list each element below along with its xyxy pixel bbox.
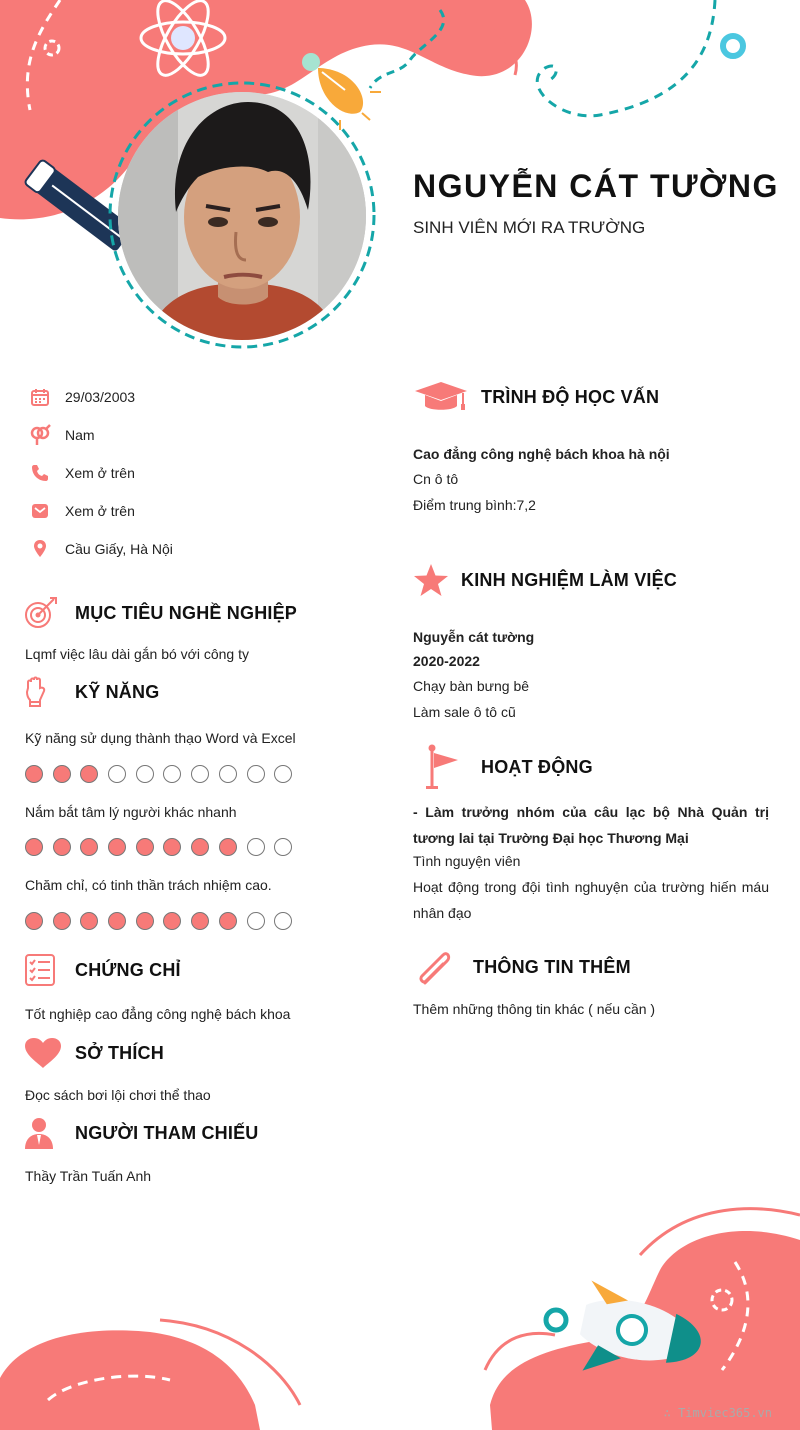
- rating-dot-filled: [80, 765, 98, 783]
- rating-dot-filled: [25, 912, 43, 930]
- rating-dot-filled: [53, 838, 71, 856]
- skill-name-3: Chăm chỉ, có tinh thần trách nhiệm cao.: [25, 877, 272, 893]
- experience-line-2: Làm sale ô tô cũ: [413, 704, 516, 720]
- email-text: Xem ở trên: [65, 503, 135, 519]
- hand-icon: [24, 676, 48, 708]
- rating-dot-filled: [191, 838, 209, 856]
- rating-dot-filled: [108, 912, 126, 930]
- address-text: Cầu Giấy, Hà Nội: [65, 541, 173, 557]
- bottom-left-blob: [0, 1330, 260, 1430]
- experience-title: KINH NGHIỆM LÀM VIỆC: [461, 569, 678, 590]
- rating-dot-empty: [274, 838, 292, 856]
- gender-text: Nam: [65, 427, 95, 443]
- rating-dot-filled: [219, 838, 237, 856]
- rating-dot-filled: [136, 912, 154, 930]
- section-education-header: [413, 380, 659, 414]
- rating-dot-filled: [80, 912, 98, 930]
- education-major: Cn ô tô: [413, 471, 459, 487]
- section-skills-header: [24, 676, 159, 708]
- calendar-icon: [28, 385, 52, 409]
- rating-dot-empty: [163, 765, 181, 783]
- references-title: NGƯỜI THAM CHIẾU: [75, 1122, 259, 1143]
- skill-name-2: Nắm bắt tâm lý người khác nhanh: [25, 804, 237, 820]
- gender-icon: [28, 423, 52, 447]
- activities-title: HOẠT ĐỘNG: [481, 756, 593, 777]
- target-icon: [24, 596, 58, 630]
- birthday-text: 29/03/2003: [65, 389, 136, 405]
- hobbies-title: SỞ THÍCH: [75, 1042, 164, 1063]
- section-objective-header: [24, 596, 297, 630]
- certificates-text: Tốt nghiệp cao đẳng công nghệ bách khoa: [25, 1006, 291, 1022]
- additional-title: THÔNG TIN THÊM: [473, 956, 631, 977]
- rating-dot-empty: [219, 765, 237, 783]
- top-teal-dash: [537, 0, 715, 116]
- person-icon: [24, 1116, 54, 1150]
- rating-dot-filled: [163, 838, 181, 856]
- experience-line-1: Chạy bàn bưng bê: [413, 678, 530, 694]
- rating-dot-filled: [163, 912, 181, 930]
- contact-email: [28, 499, 135, 523]
- teal-ring: [723, 36, 743, 56]
- email-icon: [28, 499, 52, 523]
- watermark-text: ∴ Timviec365.vn: [663, 1406, 772, 1420]
- skill-rating-3: [25, 912, 302, 930]
- heart-icon: [24, 1036, 62, 1070]
- phone-icon: [28, 461, 52, 485]
- additional-text: Thêm những thông tin khác ( nếu cần ): [413, 1001, 656, 1017]
- checklist-icon: [24, 953, 56, 987]
- education-gpa: Điểm trung bình:7,2: [413, 497, 536, 513]
- phone-text: Xem ở trên: [65, 465, 135, 481]
- section-additional-header: [413, 945, 631, 989]
- graduation-cap-icon: [413, 380, 469, 414]
- rating-dot-filled: [25, 765, 43, 783]
- activities-heading: - Làm trưởng nhóm của câu lạc bộ Nhà Quản trị tương lai tại Trường Đại học Thương Mại: [413, 804, 769, 846]
- section-certificates-header: [24, 953, 181, 987]
- skills-title: KỸ NĂNG: [75, 681, 160, 702]
- rating-dot-filled: [219, 912, 237, 930]
- contact-gender: [28, 423, 95, 447]
- flag-icon: [420, 744, 460, 790]
- skill-name-1: Kỹ năng sử dụng thành thạo Word và Excel: [25, 730, 296, 746]
- contact-address: [28, 537, 173, 561]
- rating-dot-empty: [191, 765, 209, 783]
- rating-dot-empty: [247, 838, 265, 856]
- rating-dot-filled: [191, 912, 209, 930]
- rating-dot-filled: [136, 838, 154, 856]
- activities-description: Hoạt động trong đội tình nghuyện của trường hiến máu nhân đạo: [413, 879, 769, 921]
- education-school: Cao đẳng công nghệ bách khoa hà nội: [413, 446, 670, 462]
- paperclip-icon: [413, 945, 457, 989]
- section-hobbies-header: [24, 1036, 164, 1070]
- contact-birthday: [28, 385, 135, 409]
- rating-dot-filled: [80, 838, 98, 856]
- candidate-name: NGUYỄN CÁT TƯỜNG: [413, 168, 779, 204]
- certificates-title: CHỨNG CHỈ: [75, 959, 181, 980]
- contact-phone: [28, 461, 135, 485]
- hobbies-text: Đọc sách bơi lội chơi thể thao: [25, 1087, 211, 1103]
- rating-dot-filled: [25, 838, 43, 856]
- skill-rating-1: [25, 765, 302, 783]
- rating-dot-filled: [108, 838, 126, 856]
- activities-role: Tình nguyện viên: [413, 853, 521, 869]
- rating-dot-empty: [247, 765, 265, 783]
- section-experience-header: [413, 563, 677, 597]
- location-pin-icon: [28, 537, 52, 561]
- skill-rating-2: [25, 838, 302, 856]
- star-icon: [413, 563, 449, 597]
- candidate-role: SINH VIÊN MỚI RA TRƯỜNG: [413, 218, 646, 237]
- avatar-portrait: [118, 92, 366, 340]
- references-text: Thầy Trần Tuấn Anh: [25, 1168, 152, 1184]
- rating-dot-filled: [53, 912, 71, 930]
- rating-dot-empty: [108, 765, 126, 783]
- rating-dot-filled: [53, 765, 71, 783]
- section-activities-header: [420, 744, 593, 790]
- rating-dot-empty: [247, 912, 265, 930]
- education-title: TRÌNH ĐỘ HỌC VẤN: [481, 386, 660, 407]
- objective-text: Lqmf việc lâu dài gắn bó với công ty: [25, 646, 249, 662]
- experience-company: Nguyễn cát tường: [413, 629, 535, 645]
- objective-title: MỤC TIÊU NGHỀ NGHIỆP: [75, 602, 298, 623]
- experience-period: 2020-2022: [413, 653, 480, 669]
- rating-dot-empty: [274, 765, 292, 783]
- rating-dot-empty: [274, 912, 292, 930]
- rating-dot-empty: [136, 765, 154, 783]
- avatar: [118, 92, 366, 340]
- teal-ring-bottom: [546, 1310, 566, 1330]
- section-references-header: [24, 1116, 258, 1150]
